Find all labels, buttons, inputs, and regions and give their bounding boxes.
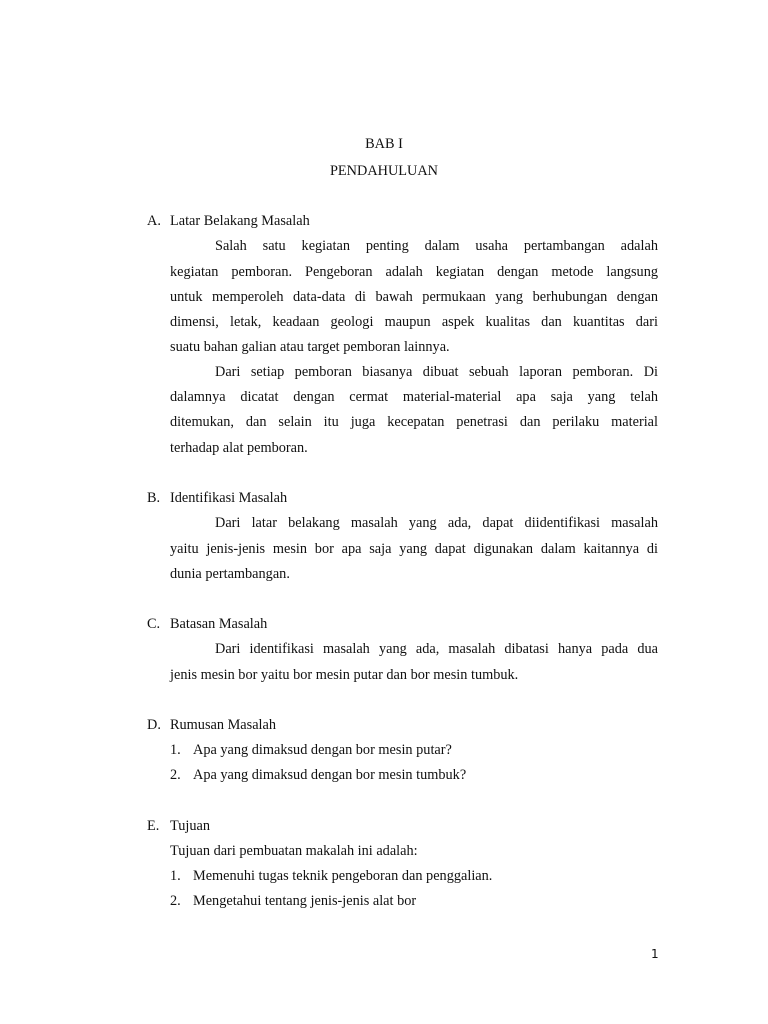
section-d-letter: D. xyxy=(147,717,161,733)
list-item-text: Memenuhi tugas teknik pengeboran dan penggalian. xyxy=(193,868,493,884)
chapter-title: PENDAHULUAN xyxy=(329,163,438,179)
list-item-text: Apa yang dimaksud dengan bor mesin tumbuk? xyxy=(193,767,467,783)
section-a-title: Latar Belakang Masalah xyxy=(170,213,310,229)
section-a-para1-line: untuk memperoleh data-data di bawah permukaan yang berhubungan dengan xyxy=(170,289,658,305)
list-item-number: 1. xyxy=(170,742,181,758)
section-d-title: Rumusan Masalah xyxy=(170,717,277,733)
section-a-para1-line: dimensi, letak, keadaan geologi maupun aspek kualitas dan kuantitas dari xyxy=(170,314,658,330)
section-e-letter: E. xyxy=(147,818,160,834)
section-b-para-line: Dari latar belakang masalah yang ada, dapat diidentifikasi masalah xyxy=(215,515,658,531)
list-item-text: Mengetahui tentang jenis-jenis alat bor xyxy=(193,893,417,909)
section-c-para-line: jenis mesin bor yaitu bor mesin putar dan bor mesin tumbuk. xyxy=(170,667,519,683)
section-a-para1-line: suatu bahan galian atau target pemboran lainnya. xyxy=(170,339,450,355)
section-a-para2-line: dalamnya dicatat dengan cermat material-material apa saja yang telah xyxy=(170,389,658,405)
section-e-title: Tujuan xyxy=(170,818,210,834)
section-c-letter: C. xyxy=(147,616,161,632)
section-e-intro: Tujuan dari pembuatan makalah ini adalah: xyxy=(170,843,418,859)
section-a-para1-line: Salah satu kegiatan penting dalam usaha pertambangan adalah xyxy=(215,238,658,254)
section-b-para-line: dunia pertambangan. xyxy=(170,566,290,582)
section-a-letter: A. xyxy=(147,213,161,229)
list-item-number: 2. xyxy=(170,893,181,909)
list-item-text: Apa yang dimaksud dengan bor mesin putar? xyxy=(193,742,452,758)
section-b-title: Identifikasi Masalah xyxy=(170,490,288,506)
list-item-number: 2. xyxy=(170,767,181,783)
chapter-label: BAB I xyxy=(365,136,403,152)
section-a-para2-line: terhadap alat pemboran. xyxy=(170,440,308,456)
section-c-para-line: Dari identifikasi masalah yang ada, masalah dibatasi hanya pada dua xyxy=(215,641,658,657)
section-c-title: Batasan Masalah xyxy=(170,616,268,632)
list-item-number: 1. xyxy=(170,868,181,884)
section-b-letter: B. xyxy=(147,490,161,506)
section-a-para1-line: kegiatan pemboran. Pengeboran adalah kegiatan dengan metode langsung xyxy=(170,264,658,280)
section-a-para2-line: Dari setiap pemboran biasanya dibuat sebuah laporan pemboran. Di xyxy=(215,364,658,380)
section-a-para2-line: ditemukan, dan selain itu juga kecepatan penetrasi dan perilaku material xyxy=(170,414,658,430)
page-number: 1 xyxy=(651,947,659,961)
section-b-para-line: yaitu jenis-jenis mesin bor apa saja yang dapat digunakan dalam kaitannya di xyxy=(170,541,658,557)
